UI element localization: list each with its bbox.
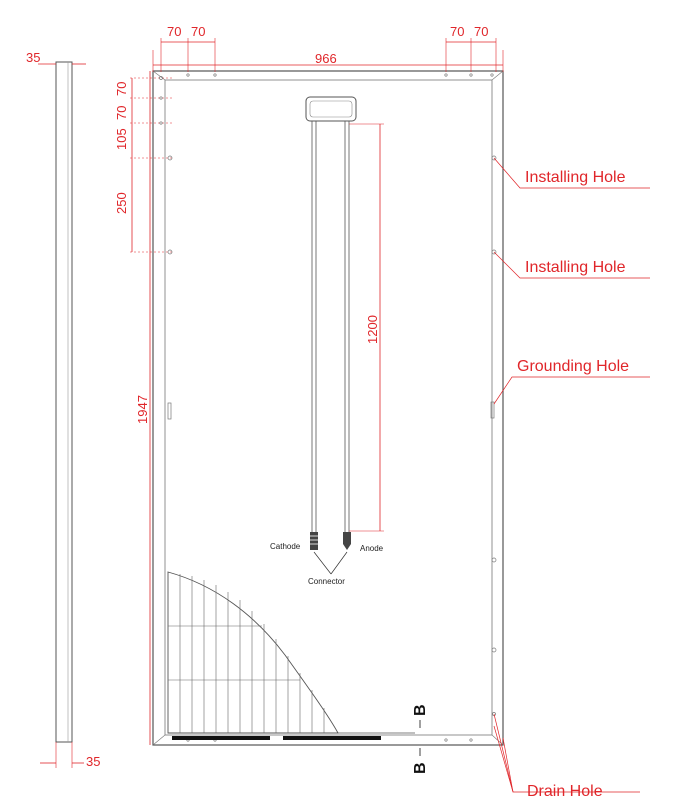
mounting-hole-icon: [160, 74, 497, 741]
panel-back-view: [153, 71, 503, 745]
side-view: [26, 50, 100, 769]
cell-strip-left: [172, 736, 270, 740]
side-frame-outline: [56, 62, 72, 742]
dim-top-left-b: 70: [191, 24, 206, 39]
dim-left-v2: 70: [114, 105, 129, 120]
panel-outer-frame: [153, 71, 503, 745]
connector-leaders: [314, 552, 347, 574]
dim-overall-width: 966: [315, 51, 337, 66]
top-dimensions: [153, 24, 503, 72]
cell-grid-icon: [168, 572, 415, 740]
dim-top-right-b: 70: [474, 24, 489, 39]
drain-hole-label: Drain Hole: [527, 783, 603, 800]
dim-top-right-a: 70: [450, 24, 465, 39]
dim-side-top: 35: [26, 50, 41, 65]
section-marker: [412, 704, 429, 774]
junction-box-icon: [306, 97, 356, 121]
dim-side-bottom: 35: [86, 754, 101, 769]
cables: [312, 121, 349, 532]
cathode-label: Cathode: [270, 542, 301, 551]
left-dimensions: [114, 71, 172, 745]
section-label-top: B: [412, 704, 429, 716]
cell-strip-right: [283, 736, 381, 740]
dim-cable-length: 1200: [365, 315, 380, 344]
installing-hole-label-2: Installing Hole: [525, 259, 626, 276]
dim-overall-height: 1947: [135, 395, 150, 424]
anode-label: Anode: [360, 544, 384, 553]
grounding-hole-label: Grounding Hole: [517, 358, 630, 375]
dim-left-v3: 105: [114, 128, 129, 150]
connector-plug-icon: [310, 532, 351, 550]
dim-left-v1: 70: [114, 81, 129, 96]
panel-inner-frame: [165, 80, 492, 735]
dim-left-v4: 250: [114, 192, 129, 214]
installing-hole-label-1: Installing Hole: [525, 169, 626, 186]
section-label-bottom: B: [412, 762, 429, 774]
callouts: [494, 158, 650, 792]
dim-top-left-a: 70: [167, 24, 182, 39]
connector-label: Connector: [308, 577, 345, 586]
cable-length-dimension: [349, 124, 384, 531]
